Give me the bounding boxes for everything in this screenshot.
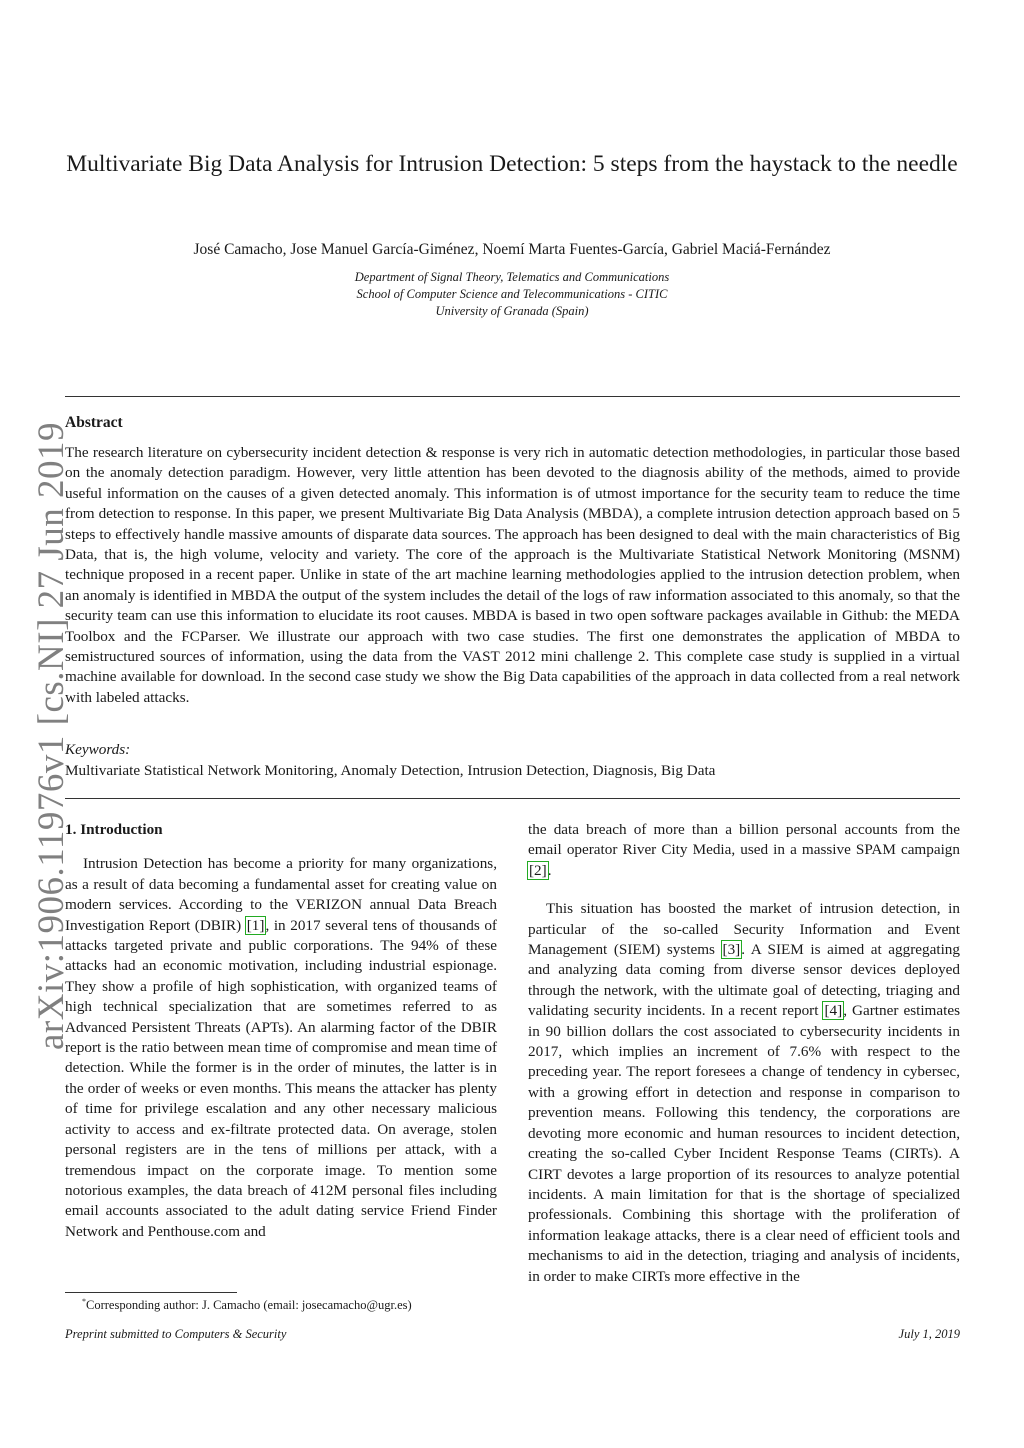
affiliation-line: School of Computer Science and Telecommunications - CITIC bbox=[356, 287, 668, 301]
citation-link-4[interactable]: [4] bbox=[824, 1002, 843, 1020]
paper-title: Multivariate Big Data Analysis for Intrusion Detection: 5 steps from the haystack to the needle bbox=[66, 151, 958, 177]
intro-text: Intrusion Detection has become a priority for many organizations, as a result of data becoming a fundamental asset for creating value on modern services. According to the VERIZON annual Data Breach Investigation Report (DBIR) bbox=[65, 855, 497, 934]
footnote-divider bbox=[65, 1292, 237, 1293]
affiliation-line: Department of Signal Theory, Telematics and Communications bbox=[354, 270, 670, 284]
footnote-marker: * bbox=[82, 1297, 86, 1306]
citation-link-2[interactable]: [2] bbox=[529, 861, 547, 879]
intro-text: , in 2017 several tens of thousands of attacks targeted private and public corporations. The 94% of these attacks had an economic motivation, including industrial espionage. They show a profile of high sophistication, with organized teams of high technical specialization that are sometimes referred to as Advanced Persistent Threats (APTs). An alarming factor of the DBIR report is the ratio between mean time of compromise and mean time of detection. While the former is in the order of minutes, the latter is in the order of weeks or even months. This means the attacker has plenty of time for privilege escalation and any other necessary malicious activity to access and ex-filtrate protected data. On average, stolen personal registers are in the tens of millions per attack, with a tremendous impact on the corporate image. To mention some notorious examples, the data breach of 412M personal files including email accounts associated to the adult dating service Friend Finder Network and Penthouse.com and bbox=[65, 916, 497, 1240]
abstract-bottom-divider bbox=[65, 798, 960, 799]
keywords-label: Keywords: bbox=[65, 741, 131, 758]
abstract-heading: Abstract bbox=[65, 414, 123, 431]
right-column bbox=[528, 820, 960, 1287]
footnote bbox=[82, 1297, 412, 1313]
top-divider bbox=[65, 396, 960, 397]
intro-text: . bbox=[547, 861, 552, 879]
keywords-list: Multivariate Statistical Network Monitoring, Anomaly Detection, Intrusion Detection, Diagnosis, Big Data bbox=[65, 762, 716, 779]
intro-paragraph-continued bbox=[528, 820, 960, 881]
intro-paragraph-2 bbox=[528, 899, 960, 1287]
affiliation-line: University of Granada (Spain) bbox=[435, 304, 589, 318]
left-column bbox=[65, 820, 497, 1242]
citation-link-1[interactable]: [1] bbox=[246, 916, 265, 934]
citation-link-3[interactable]: [3] bbox=[722, 941, 741, 959]
footer-journal: Preprint submitted to Computers & Security bbox=[65, 1327, 287, 1341]
abstract-text: The research literature on cybersecurity incident detection & response is very rich in automatic detection methodologies, in particular those based on the anomaly detection paradigm. However, very little attention has been devoted to the diagnosis ability of the methods, aimed to provide useful information on the causes of a given detected anomaly. This information is of utmost importance for the security team to reduce the time from detection to response. In this paper, we present Multivariate Big Data Analysis (MBDA), a complete intrusion detection approach based on 5 steps to effectively handle massive amounts of disparate data sources. The approach has been designed to deal with the main characteristics of Big Data, that is, the high volume, velocity and variety. The core of the approach is the Multivariate Statistical Network Monitoring (MSNM) technique proposed in a recent paper. Unlike in state of the art machine learning methodologies applied to the intrusion detection problem, when an anomaly is identified in MBDA the output of the system includes the detail of the logs of raw information associated to this anomaly, so that the security team can use this information to elucidate its root causes. MBDA is based in two open software packages available in Github: the MEDA Toolbox and the FCParser. We illustrate our approach with two case studies. The first one demonstrates the application of MBDA to semistructured sources of information, using the data from the VAST 2012 mini challenge 2. This complete case study is supplied in a virtual machine available for download. In the second case study we show the Big Data capabilities of the approach in data collected from a real network with labeled attacks. bbox=[65, 444, 960, 706]
author-list: José Camacho, Jose Manuel García-Giménez, Noemí Marta Fuentes-García, Gabriel Maciá-Fernández bbox=[193, 241, 831, 258]
section-heading-introduction: 1. Introduction bbox=[65, 821, 163, 838]
footer-date: July 1, 2019 bbox=[898, 1327, 960, 1341]
affiliations bbox=[60, 269, 964, 320]
intro-text: , Gartner estimates in 90 billion dollars the cost associated to cybersecurity incidents in 2017, which implies an increment of 7.6% with respect to the preceding year. The report foresees a change of tendency in cybersec, with a growing effort in detection and response in comparison to prevention means. Following this tendency, the corporations are devoting more economic and human resources to incident detection, creating the so-called Cyber Incident Response Teams (CIRTs). A CIRT devotes a large proportion of its resources to analyze potential incidents. A main limitation for that is the shortage of specialized professionals. Combining this shortage with the proliferation of information leakage attacks, there is a clear need of efficient tools and mechanisms to aid in the detection, triaging and analysis of incidents, in order to make CIRTs more effective in the bbox=[528, 1002, 960, 1285]
footnote-text: Corresponding author: J. Camacho (email: josecamacho@ugr.es) bbox=[86, 1298, 412, 1313]
intro-text: the data breach of more than a billion personal accounts from the email operator River City Media, used in a massive SPAM campaign bbox=[528, 821, 960, 859]
intro-text: This situation has boosted the market of intrusion detection, in particular of the so-called Security Information and Event Management (SIEM) systems bbox=[528, 900, 960, 959]
intro-text: . A SIEM is aimed at aggregating and analyzing data coming from diverse sensor devices deployed through the network, with the ultimate goal of detecting, triaging and validating security incidents. In a recent report bbox=[528, 941, 960, 1020]
intro-paragraph-1 bbox=[65, 854, 497, 1242]
arxiv-sidebar-stamp: arXiv:1906.11976v1 [cs.NI] 27 Jun 2019 bbox=[31, 421, 72, 1050]
